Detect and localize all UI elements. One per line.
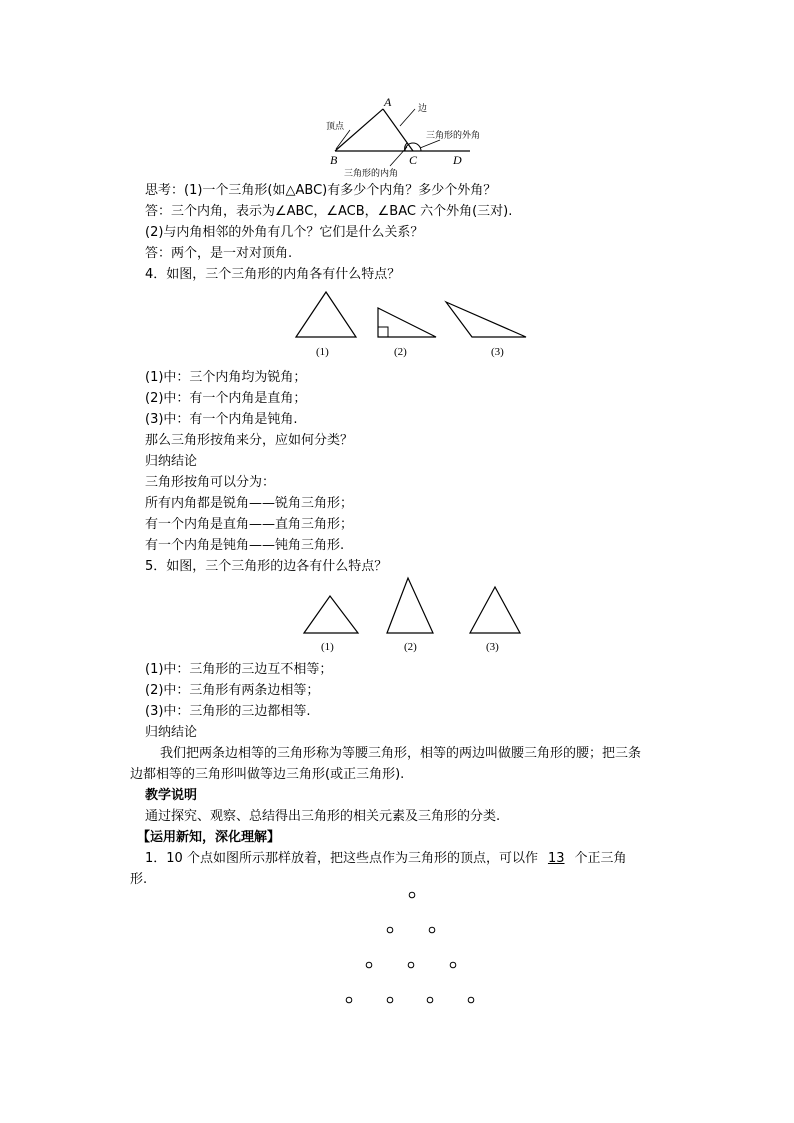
conclusion-heading-2: 归纳结论: [145, 725, 198, 740]
dot: [450, 962, 456, 968]
conclusion-right: 有一个内角是直角——直角三角形；: [145, 517, 354, 532]
answer-5-2: (2)中：三角形有两条边相等；: [145, 683, 320, 698]
answer-4-1: (1)中：三个内角均为锐角；: [145, 370, 307, 385]
caption-acute: (1): [316, 346, 329, 358]
conclusion-acute: 所有内角都是锐角——锐角三角形；: [145, 496, 354, 511]
exercise-1-suffix: 个正三角: [574, 851, 627, 866]
caption-equilateral: (3): [486, 641, 499, 653]
answer-1: 答：三个内角，表示为∠ABC，∠ACB，∠BAC 六个外角(三对).: [145, 204, 513, 219]
isosceles-definition-line-1: 我们把两条边相等的三角形称为等腰三角形，相等的两边叫做腰三角形的腰；把三条: [160, 746, 642, 761]
interior-angle-note: 三角形的内角: [344, 169, 399, 179]
teaching-note-text: 通过探究、观察、总结得出三角形的相关元素及三角形的分类.: [145, 809, 501, 824]
answer-5-3: (3)中：三角形的三边都相等.: [145, 704, 311, 719]
conclusion-intro: 三角形按角可以分为：: [145, 475, 276, 490]
dot: [468, 997, 474, 1003]
exercise-1-answer: 13: [547, 851, 565, 866]
vertex-note: 顶点: [326, 122, 345, 132]
think-question-1: 思考：(1)一个三角形(如△ABC)有多少个内角？多少个外角？: [145, 183, 497, 198]
teaching-note-heading: 教学说明: [145, 788, 198, 803]
answer-4-2: (2)中：有一个内角是直角；: [145, 391, 307, 406]
answer-2: 答：两个，是一对对顶角.: [145, 246, 293, 261]
dot: [408, 962, 414, 968]
classification-question: 那么三角形按角来分，应如何分类？: [145, 433, 354, 448]
label-B: B: [330, 153, 338, 167]
caption-obtuse: (3): [491, 346, 504, 358]
exterior-angle-note: 三角形的外角: [426, 131, 481, 141]
side-note: 边: [418, 104, 428, 114]
isosceles-definition-line-2: 边都相等的三角形叫做等边三角形(或正三角形).: [130, 767, 405, 782]
dot: [387, 997, 393, 1003]
answer-4-3: (3)中：有一个内角是钝角.: [145, 412, 298, 427]
caption-right: (2): [394, 346, 407, 358]
dot: [429, 927, 435, 933]
dot: [346, 997, 352, 1003]
caption-scalene: (1): [321, 641, 334, 653]
conclusion-heading-1: 归纳结论: [145, 454, 198, 469]
question-5: 5．如图，三个三角形的边各有什么特点？: [145, 559, 388, 574]
dot: [366, 962, 372, 968]
exercise-1-prefix: 1．10 个点如图所示那样放着，把这些点作为三角形的顶点，可以作: [145, 851, 538, 866]
think-question-2: (2)与内角相邻的外角有几个？它们是什么关系？: [145, 225, 424, 240]
dot: [409, 892, 415, 898]
dot: [427, 997, 433, 1003]
section-heading-apply: 【运用新知，深化理解】: [137, 830, 281, 845]
caption-isosceles: (2): [404, 641, 417, 653]
label-D: D: [453, 153, 462, 167]
answer-5-1: (1)中：三角形的三边互不相等；: [145, 662, 333, 677]
question-4: 4．如图，三个三角形的内角各有什么特点？: [145, 267, 401, 282]
label-A: A: [384, 95, 392, 109]
dot: [387, 927, 393, 933]
conclusion-obtuse: 有一个内角是钝角——钝角三角形.: [145, 538, 345, 553]
label-C: C: [409, 153, 418, 167]
exercise-1-line-2: 形.: [130, 872, 148, 887]
